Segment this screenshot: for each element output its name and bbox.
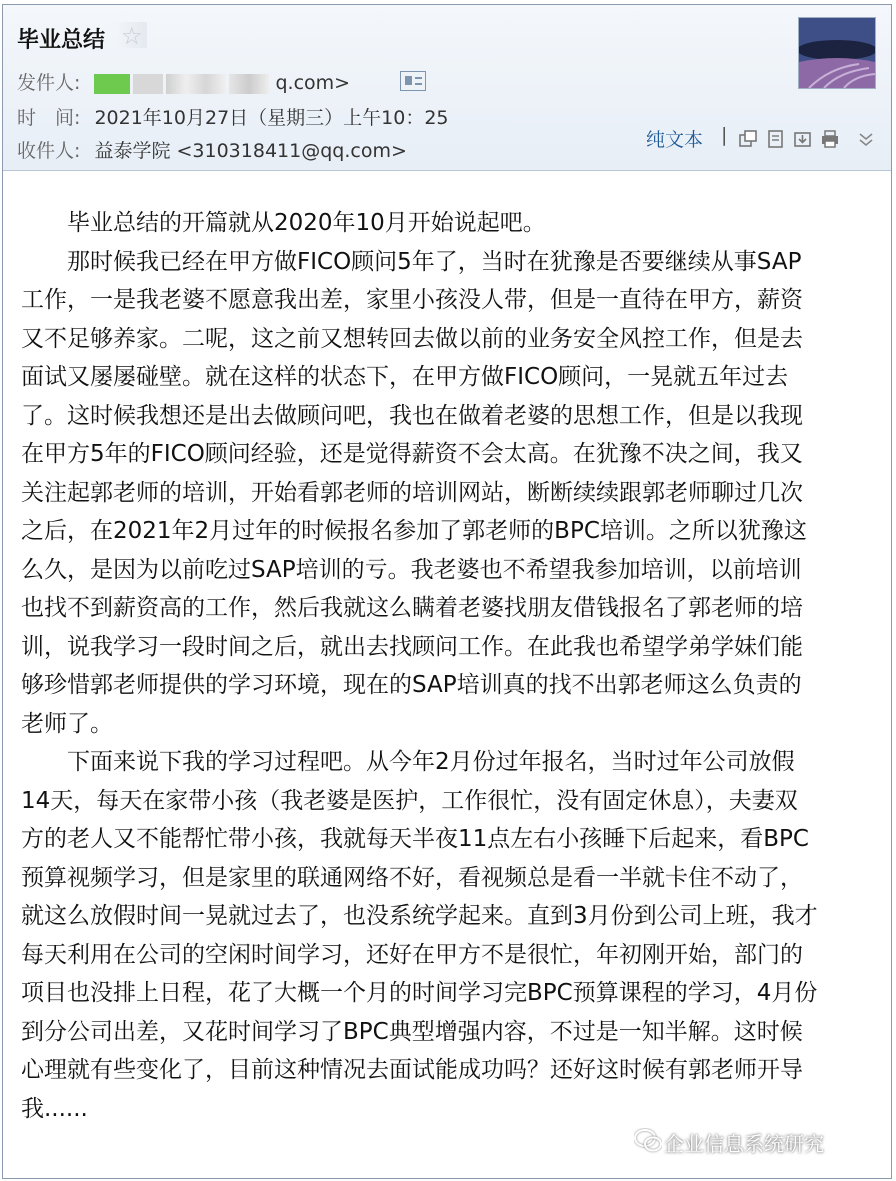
time-value: 2021年10月27日（星期三）上午10：25	[94, 107, 449, 129]
avatar-landscape-icon	[799, 18, 875, 88]
avatar[interactable]	[798, 17, 876, 89]
body-line: 我......	[21, 1095, 88, 1122]
plain-text-link[interactable]: 纯文本	[646, 129, 704, 151]
to-value[interactable]: 益泰学院 <310318411@qq.com>	[94, 140, 407, 162]
to-row	[17, 136, 407, 163]
body-line: 训，说我学习一段时间之后，就出去找顾问工作。在此我也希望学弟学妹们能	[21, 633, 803, 660]
body-line: 下面来说下我的学习过程吧。从今年2月份过年报名，当时过年公司放假	[21, 749, 795, 775]
body-line: 关注起郭老师的培训，开始看郭老师的培训网站，断断续续跟郭老师聊过几次	[21, 479, 803, 506]
body-line: 到分公司出差，又花时间学习了BPC典型增强内容，不过是一知半解。这时候	[21, 1018, 803, 1045]
body-line: 方的老人又不能帮忙带小孩，我就每天半夜11点左右小孩睡下后起来，看BPC	[21, 826, 809, 852]
time-row	[17, 103, 449, 130]
body-line: 么久，是因为以前吃过SAP培训的亏。我老婆也不希望我参加培训，以前培训	[21, 556, 802, 583]
email-header	[3, 5, 891, 171]
body-line: 老师了。	[21, 710, 113, 737]
body-line: 了。这时候我想还是出去做顾问吧，我也在做着老婆的思想工作，但是以我现	[21, 402, 803, 429]
body-line: 预算视频学习，但是家里的联通网络不好，看视频总是看一半就卡住不动了，	[21, 864, 803, 891]
body-line: 项目也没排上日程，花了大概一个月的时间学习完BPC预算课程的学习，4月份	[21, 980, 818, 1006]
from-value[interactable]: q.com>	[275, 72, 351, 94]
body-line: 每天利用在公司的空闲时间学习，还好在甲方不是很忙，年初刚开始，部门的	[21, 941, 803, 968]
body-line: 心理就有些变化了，目前这种情况去面试能成功吗？还好这时候有郭老师开导	[21, 1057, 803, 1083]
body-line: 也找不到薪资高的工作，然后我就这么瞒着老婆找朋友借钱报名了郭老师的培	[21, 595, 803, 621]
body-line: 那时候我已经在甲方做FICO顾问5年了，当时在犹豫是否要继续从事SAP	[21, 248, 802, 275]
body-line: 就这么放假时间一晃就过去了，也没系统学起来。直到3月份到公司上班，我才	[21, 903, 818, 929]
time-label: 时 间:	[17, 107, 81, 129]
from-row	[17, 68, 350, 95]
contact-card-icon[interactable]	[400, 71, 426, 91]
download-icon[interactable]	[793, 129, 813, 149]
body-line: 14天，每天在家带小孩（我老婆是医护，工作很忙，没有固定休息），夫妻双	[21, 787, 798, 814]
email-body	[21, 204, 873, 1128]
expand-chevron-icon[interactable]	[856, 129, 876, 149]
sender-redacted	[94, 72, 275, 94]
email-subject: 毕业总结	[17, 28, 106, 53]
body-line: 毕业总结的开篇就从2020年10月开始说起吧。	[21, 210, 546, 236]
to-label: 收件人:	[17, 140, 81, 162]
body-line: 在甲方5年的FICO顾问经验，还是觉得薪资不会太高。在犹豫不决之间，我又	[21, 441, 803, 467]
body-line: 够珍惜郭老师提供的学习环境，现在的SAP培训真的找不出郭老师这么负责的	[21, 672, 802, 698]
body-line: 面试又屡屡碰壁。就在这样的状态下，在甲方做FICO顾问，一晃就五年过去	[21, 364, 789, 390]
email-window	[2, 4, 892, 1179]
from-label: 发件人:	[17, 72, 81, 94]
wechat-icon	[634, 1128, 662, 1154]
body-line: 之后，在2021年2月过年的时候报名参加了郭老师的BPC培训。之所以犹豫这	[21, 518, 807, 544]
print-icon[interactable]	[820, 129, 840, 149]
watermark-text: 企业信息系统研究	[664, 1132, 824, 1156]
star-icon[interactable]: ☆	[121, 22, 143, 50]
new-window-icon[interactable]	[739, 129, 759, 149]
body-line: 又不足够养家。二呢，这之前又想转回去做以前的业务安全风控工作，但是去	[21, 325, 803, 352]
document-icon[interactable]	[766, 129, 786, 149]
toolbar-separator: |	[721, 124, 728, 146]
body-line: 工作，一是我老婆不愿意我出差，家里小孩没人带，但是一直待在甲方，薪资	[21, 287, 803, 313]
